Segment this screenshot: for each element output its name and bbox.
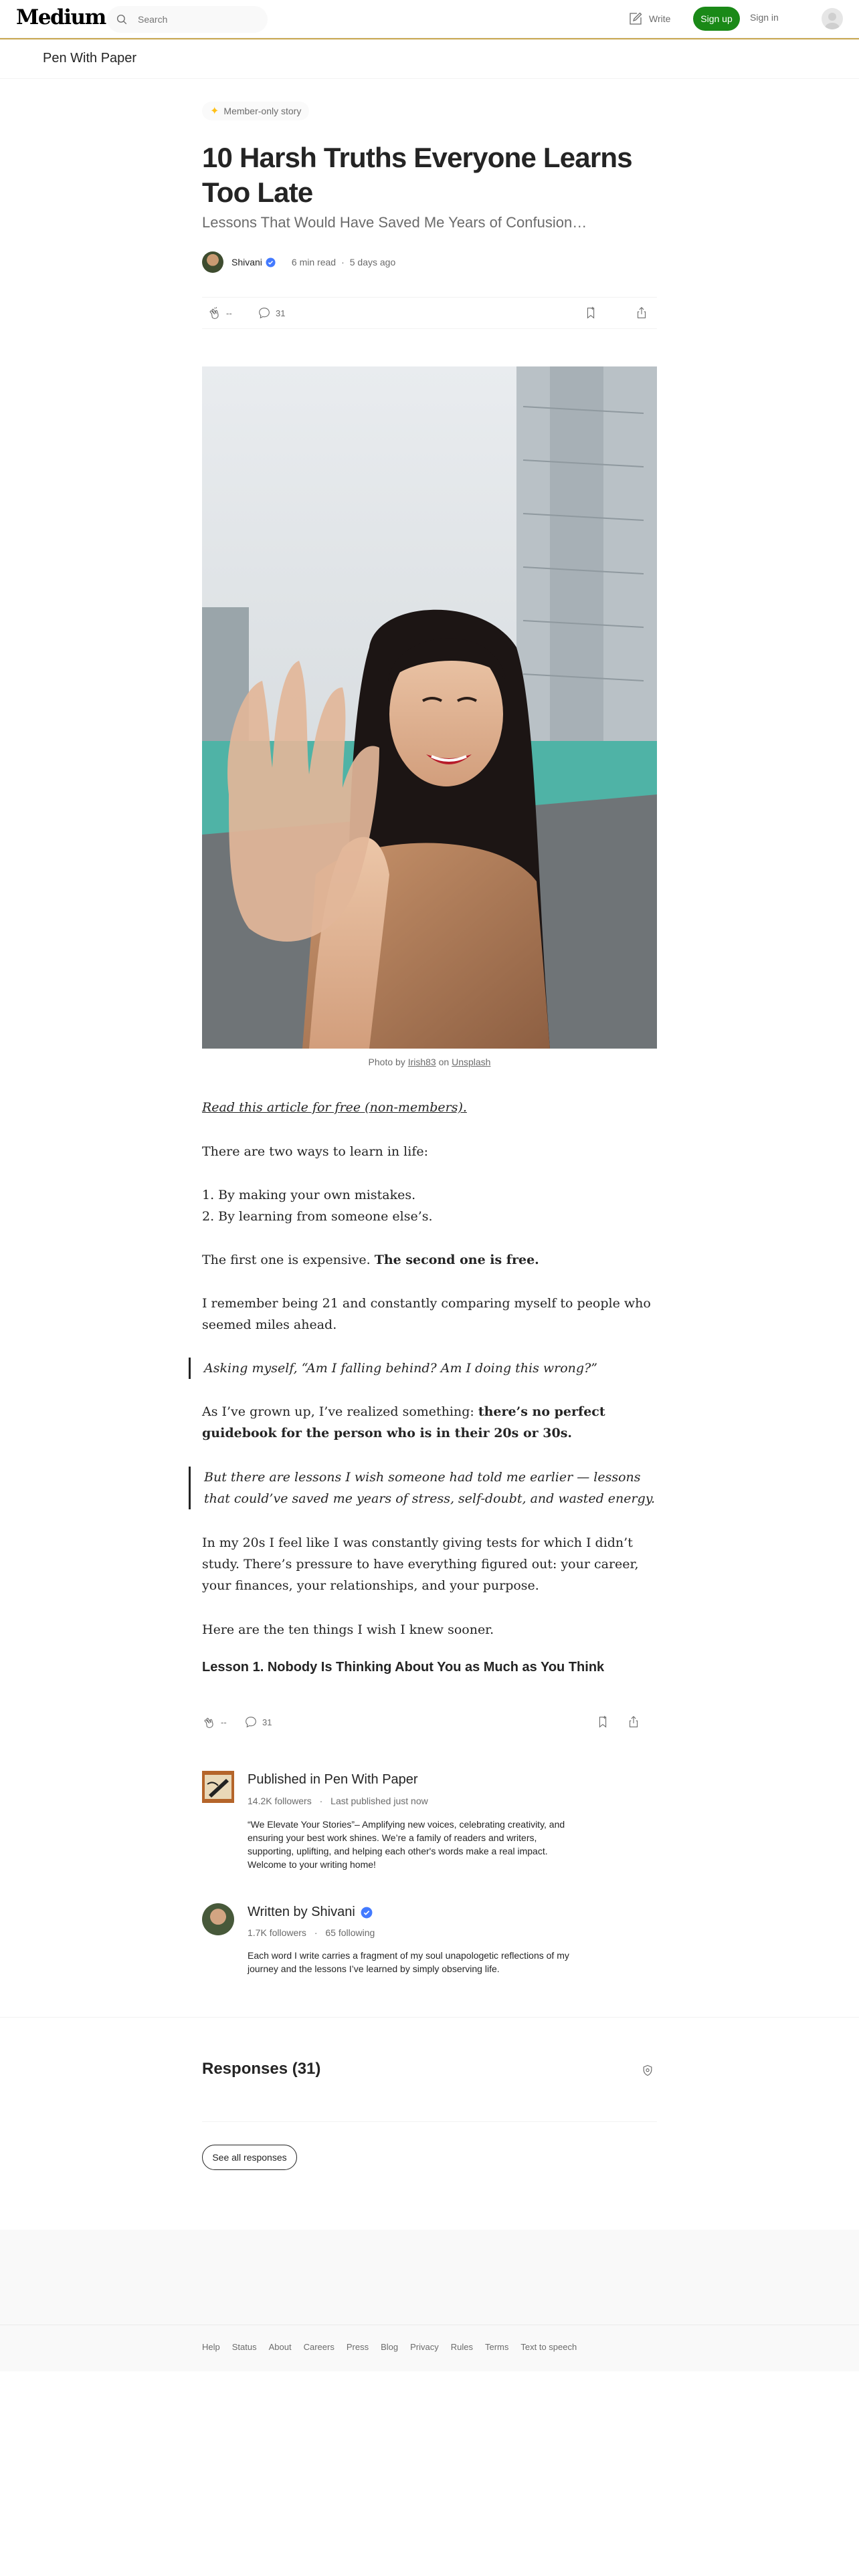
publication-name[interactable]: Pen With Paper	[43, 51, 137, 66]
shield-icon[interactable]	[641, 2064, 654, 2077]
footer-help[interactable]: Help	[202, 2342, 220, 2352]
author-avatar[interactable]	[202, 251, 223, 273]
photo-illustration	[202, 366, 657, 1049]
bookmark-button-bottom[interactable]	[595, 1715, 610, 1729]
user-icon	[822, 8, 843, 29]
caption-prefix: Photo by	[368, 1057, 408, 1067]
publication-last-published: Last published just now	[330, 1796, 428, 1806]
verified-badge-icon	[361, 1907, 373, 1919]
paragraph-3-bold: The second one is free.	[374, 1253, 539, 1267]
article-subtitle: Lessons That Would Have Saved Me Years of Confusion…	[202, 214, 587, 231]
footer-status[interactable]: Status	[231, 2342, 257, 2352]
clap-icon	[207, 306, 222, 320]
blockquote-2: But there are lessons I wish someone had told me earlier — lessons that could’ve saved me years of stress, self-doubt, and wasted energy.	[189, 1467, 657, 1509]
bookmark-add-icon	[583, 306, 598, 320]
paragraph-3	[202, 1249, 657, 1271]
clap-icon	[202, 1715, 217, 1729]
photo-caption	[202, 1057, 657, 1067]
comment-icon	[244, 1715, 258, 1729]
footer-blog[interactable]: Blog	[381, 2342, 399, 2352]
clap-count: --	[226, 308, 232, 318]
comment-count: 31	[276, 308, 286, 318]
article-actions-bottom	[202, 1707, 657, 1739]
write-label: Write	[649, 13, 671, 24]
sign-up-button[interactable]: Sign up	[693, 7, 740, 31]
list-item-1: 1. By making your own mistakes.	[202, 1188, 416, 1202]
meta-separator: ·	[341, 257, 345, 267]
lesson-1-heading: Lesson 1. Nobody Is Thinking About You as Much as You Think	[202, 1660, 605, 1675]
footer-terms[interactable]: Terms	[484, 2342, 509, 2352]
article-actions-top	[202, 297, 657, 329]
footer-links	[202, 2342, 577, 2352]
responses-button[interactable]	[257, 306, 285, 320]
author-following: 65 following	[325, 1927, 375, 1938]
footer-privacy[interactable]: Privacy	[410, 2342, 439, 2352]
author-card-avatar[interactable]	[202, 1903, 234, 1935]
author-followers: 1.7K followers	[248, 1927, 306, 1938]
publication-bar	[0, 38, 859, 79]
paragraph-7: Here are the ten things I wish I knew sooner.	[202, 1622, 494, 1637]
verified-badge-icon	[266, 257, 276, 267]
caption-mid: on	[436, 1057, 452, 1067]
share-icon	[626, 1715, 641, 1729]
publication-card-title[interactable]: Published in Pen With Paper	[248, 1772, 418, 1787]
paragraph-5-bold: there’s no perfect guidebook for the person who is in their 20s or 30s.	[202, 1404, 605, 1440]
author-card-title[interactable]: Written by Shivani	[248, 1905, 355, 1919]
byline	[202, 251, 395, 273]
unsplash-link[interactable]: Unsplash	[452, 1057, 491, 1067]
footer-about[interactable]: About	[268, 2342, 292, 2352]
meta-separator: ·	[319, 1796, 323, 1806]
publication-description: “We Elevate Your Stories”– Amplifying new voices, celebrating creativity, and ensuring your best work shines. We’re a family of readers and writers, supporting, uplifting, and helping each other's words make a real impact. Welcome to your writing home!	[248, 1819, 565, 1870]
share-button[interactable]	[634, 306, 649, 320]
read-time: 6 min read	[291, 257, 337, 267]
photographer-link[interactable]: Irish83	[407, 1057, 436, 1067]
write-icon	[628, 11, 644, 27]
star-icon: ✦	[210, 106, 219, 117]
footer-rules[interactable]: Rules	[450, 2342, 473, 2352]
clap-button-bottom[interactable]	[202, 1715, 227, 1729]
member-only-badge	[202, 102, 309, 120]
top-nav	[0, 0, 859, 38]
bookmark-add-icon	[595, 1715, 610, 1729]
search-icon	[116, 13, 128, 25]
user-avatar[interactable]	[822, 8, 843, 29]
paragraph-5-plain: As I’ve grown up, I’ve realized something:	[202, 1404, 478, 1419]
author-name[interactable]: Shivani	[231, 257, 262, 267]
paragraph-3-plain: The first one is expensive.	[202, 1253, 375, 1267]
clap-count-bottom: --	[221, 1717, 227, 1727]
search-box[interactable]	[107, 6, 268, 33]
author-description: Each word I write carries a fragment of my soul unapologetic reflections of my journey and the lessons I’ve learned by simply observing life.	[248, 1950, 569, 1974]
list-item-2: 2. By learning from someone else’s.	[202, 1209, 433, 1224]
comment-icon	[257, 306, 272, 320]
publication-card-meta	[248, 1796, 428, 1806]
paragraph-1: There are two ways to learn in life:	[202, 1144, 429, 1159]
comment-count-bottom: 31	[262, 1717, 272, 1727]
section-divider	[0, 2017, 859, 2018]
article-title: 10 Harsh Truths Everyone Learns Too Late	[202, 142, 632, 208]
footer-press[interactable]: Press	[346, 2342, 369, 2352]
article-photo	[202, 366, 657, 1049]
share-icon	[634, 306, 649, 320]
paragraph-6: In my 20s I feel like I was constantly giving tests for which I didn’t study. There’s pressure to have everything figured out: your career, your finances, your relationships, and your purpose.	[202, 1535, 639, 1593]
sign-in-link[interactable]: Sign in	[750, 12, 779, 23]
paragraph-4: I remember being 21 and constantly comparing myself to people who seemed miles ahead.	[202, 1296, 651, 1332]
published-time: 5 days ago	[349, 257, 396, 267]
write-button[interactable]	[628, 10, 670, 27]
publication-followers: 14.2K followers	[248, 1796, 312, 1806]
blockquote-1: Asking myself, “Am I falling behind? Am I doing this wrong?”	[189, 1358, 657, 1379]
see-all-responses-button[interactable]: See all responses	[202, 2145, 297, 2170]
bookmark-button[interactable]	[583, 306, 598, 320]
medium-logo[interactable]: Medium	[16, 5, 106, 29]
meta-separator: ·	[314, 1927, 318, 1938]
free-article-link[interactable]: Read this article for free (non-members).	[202, 1100, 467, 1115]
member-only-label: Member-only story	[223, 106, 302, 116]
publication-avatar[interactable]	[202, 1771, 234, 1803]
responses-title: Responses (31)	[202, 2060, 321, 2078]
responses-button-bottom[interactable]	[244, 1715, 272, 1729]
responses-divider	[202, 2121, 657, 2122]
footer-text-to-speech[interactable]: Text to speech	[520, 2342, 577, 2352]
clap-button[interactable]	[207, 306, 232, 320]
author-card-meta	[248, 1927, 375, 1938]
footer-careers[interactable]: Careers	[303, 2342, 335, 2352]
paragraph-5	[202, 1401, 657, 1444]
author-card-title-row	[248, 1905, 373, 1920]
search-input[interactable]	[138, 6, 258, 33]
share-button-bottom[interactable]	[626, 1715, 641, 1729]
